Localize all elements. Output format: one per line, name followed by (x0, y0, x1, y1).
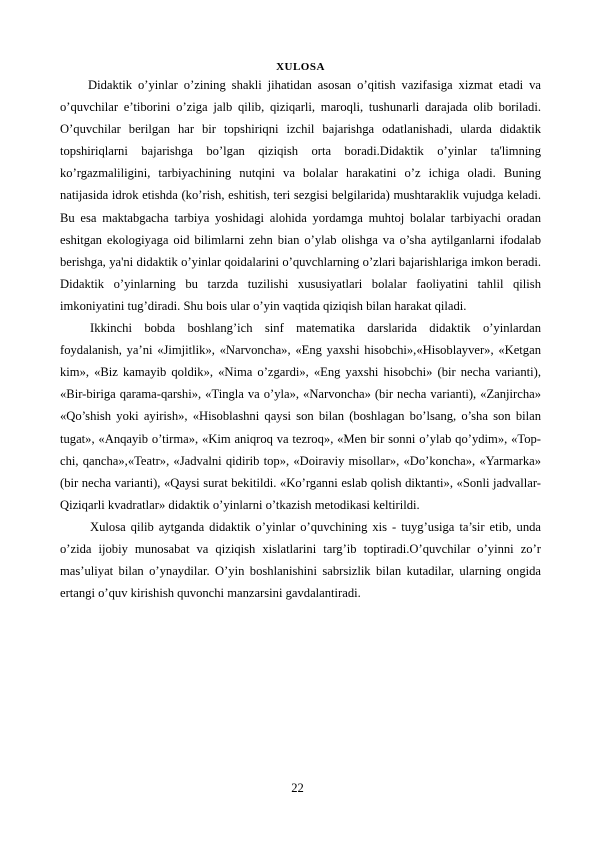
section-title: XULOSA (276, 61, 325, 73)
document-page (60, 60, 541, 604)
page-number: 22 (291, 781, 304, 795)
paragraph-3: Xulosa qilib aytganda didaktik o’yinlar o’quvchining xis - tuyg’usiga ta’sir etib, unda o’zida ijobiy munosabat va qiziqish xislatlarini targ’ib toptiradi.O’quvchilar o’yinni zo’r mas’uliyat bilan o’ynaydilar. O’yin boshlanishini sabrsizlik bilan kutadilar, ularning ongida ertangi o’quv kirishish quvonchi manzarsini gavdalantiradi. (60, 519, 541, 601)
paragraph-2: Ikkinchi bobda boshlang’ich sinf matematika darslarida didaktik o’yinlardan foydalanish, ya’ni «Jimjitlik», «Narvoncha», «Eng yaxshi hisobchi»,«Hisoblayver», «Ketgan kim», «Biz kamayib qoldik», «Nima o’zgardi», «Eng yaxshi hisobchi» (bir necha varianti), «Bir-biriga qarama-qarshi», «Tingla va o’yla», «Narvoncha» (bir necha varianti), «Zanjircha» «Qo’shish yoki ayirish», «Hisoblashni qaysi son bilan (boshlagan bo’lsang, o’sha son bilan tugat», «Anqayib o’tirma», «Kim aniqroq va tezroq», «Men bir sonni o’ylab qo’ydim», «Top-chi, qancha»,«Teatr», «Jadvalni qidirib top», «Doiraviy misollar», «Do’koncha», «Yarmarka» (bir necha varianti), «Qaysi surat bekitildi. «Ko’rganni eslab qolish diktanti», «Sonli jadvallar- Qiziqarli kvadratlar» didaktik o’yinlarni o’tkazish metodikasi keltirildi. (60, 321, 541, 512)
paragraph-1: Didaktik o’yinlar o’zining shakli jihatidan asosan o’qitish vazifasiga xizmat etadi va o’quvchilar e’tiborini o’ziga jalb qilib, qiziqarli, maroqli, tushunarli darajada olib boriladi. O’quvchilar berilgan har bir topshiriqni izchil bajarishga odatlanishadi, ularda didaktik topshiriqlarni bajarishga bo’lgan qiziqish orta boradi.Didaktik o’yinlar ta'limning ko’rgazmaliligini, tarbiyachining nutqini va bolalar harakatini o’z ichiga oladi. Buning natijasida idrok etishda (ko’rish, eshitish, teri sezgisi belgilarida) mushtaraklik vujudga keladi. Bu esa maktabgacha tarbiya yoshidagi alohida yordamga muhtoj bolalar tarbiyachi oradan eshitgan ekologiyaga oid bilimlarni zehn bian o’ylab olishga va o’sha aytilganlarni ifodalab berishga, ya'ni didaktik o’yinlar qoidalarini o’quvchlarning o’zlari bajarishlariga imkon beradi. Didaktik o’yinlarning bu tarzda tuzilishi xususiyatlari bolalar faoliyatini tahlil qilish imkoniyatini tug’diradi. Shu bois ular o’yin vaqtida qiziqish bilan harakat qiladi. (60, 78, 541, 313)
